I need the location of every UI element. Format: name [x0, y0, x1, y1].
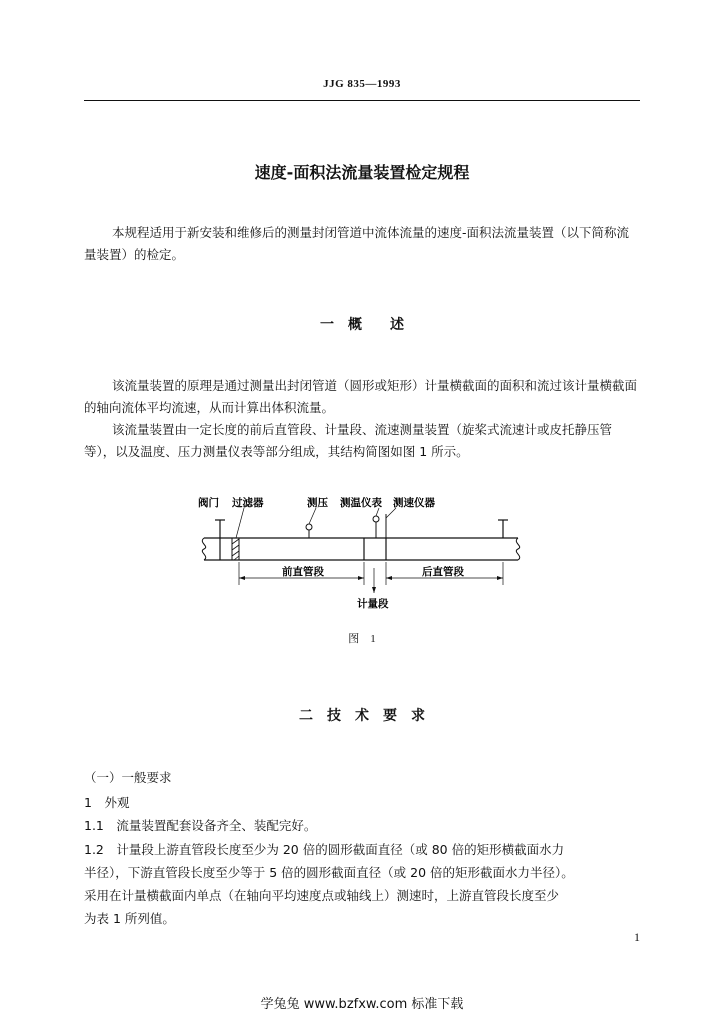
- text-line: 1 外观: [84, 795, 130, 810]
- figure-caption: 图 1: [348, 633, 376, 645]
- text-line: 采用在计量横截面内单点（在轴向平均速度点或轴线上）测速时，上游直管段长度至少: [84, 888, 560, 903]
- pipe-left-break: [202, 538, 205, 560]
- label-metering: 计量段: [357, 598, 389, 610]
- label-pressure: 测压: [307, 497, 328, 509]
- section-1-paragraph-1: 该流量装置的原理是通过测量出封闭管道（圆形或矩形）计量横截面的面积和流过该计量横截面的轴向流体平均流速，从而计算出体积流量。: [84, 378, 638, 415]
- label-temp-gauge: 测温仪表: [340, 497, 382, 509]
- text-line: （一）一般要求: [84, 770, 172, 785]
- temperature-gauge: [373, 516, 379, 522]
- label-rear-pipe: 后直管段: [422, 566, 464, 578]
- pressure-tap: [306, 524, 312, 530]
- label-velocity-gauge: 测速仪器: [393, 497, 435, 509]
- label-valve: 阀门: [198, 497, 219, 509]
- pipe-right-break: [516, 538, 519, 560]
- text-line: 半径），下游直管段长度至少等于 5 倍的圆形截面直径（或 20 倍的矩形截面水力半径）。: [84, 865, 574, 880]
- footer-watermark: 学兔兔 www.bzfxw.com 标准下载: [260, 997, 464, 1012]
- page-number: 1: [634, 930, 640, 944]
- pipe-diagram-svg: [196, 490, 536, 615]
- text-line: 为表 1 所列值。: [84, 911, 175, 926]
- text-line: 1.1 流量装置配套设备齐全、装配完好。: [84, 818, 317, 833]
- header-rule: [84, 100, 640, 101]
- standard-code-header: JJG 835—1993: [323, 78, 401, 90]
- text-line: 1.2 计量段上游直管段长度至少为 20 倍的圆形截面直径（或 80 倍的矩形横截面水力: [84, 842, 565, 857]
- section-1-heading: 一 概 述: [320, 317, 404, 333]
- section-1-paragraph-2: 该流量装置由一定长度的前后直管段、计量段、流速测量装置（旋桨式流速计或皮托静压管等），以及温度、压力测量仪表等部分组成，其结构简图如图 1 所示。: [84, 422, 613, 459]
- label-front-pipe: 前直管段: [282, 566, 324, 578]
- document-title: 速度-面积法流量装置检定规程: [254, 163, 470, 182]
- label-filter: 过滤器: [232, 497, 264, 509]
- structure-diagram: [196, 490, 536, 615]
- section-2-heading: 二 技 术 要 求: [299, 708, 425, 724]
- intro-paragraph: 本规程适用于新安装和维修后的测量封闭管道中流体流量的速度-面积法流量装置（以下简称流量装置）的检定。: [84, 225, 630, 262]
